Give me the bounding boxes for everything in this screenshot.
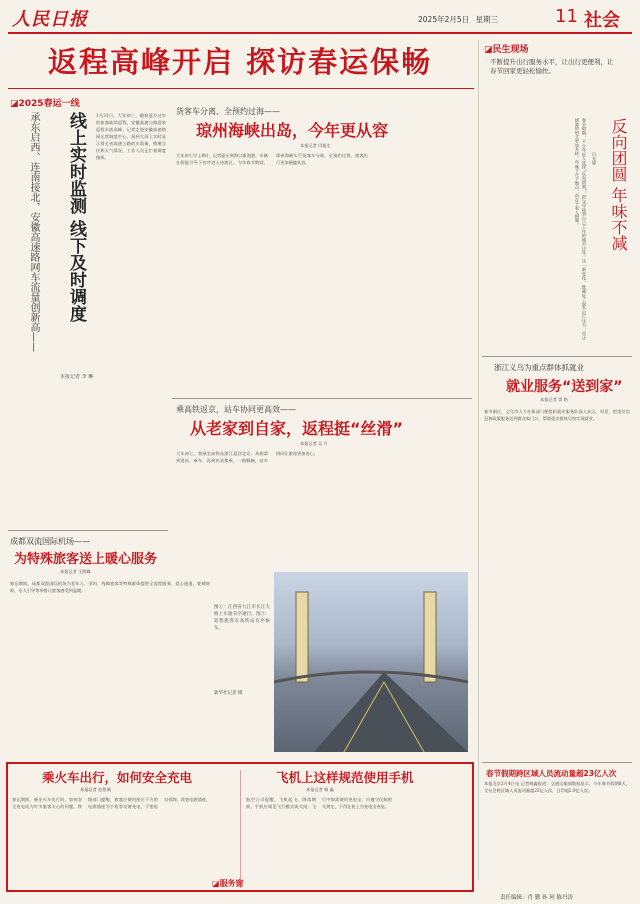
ferry-paragraph: 大年初七早上8时，记者驱车到海口新海港，车辆在智能引导下有序进入待渡区。今年春节期间，琼州海峡实行货客车分离、全预约过海，旅客出行更加便捷从容。 <box>176 153 368 165</box>
service-plane-byline: 本报记者 韩 鑫 <box>306 787 334 792</box>
service-divider <box>240 770 241 888</box>
airport-rule <box>8 530 168 531</box>
editors-credit: 责任编辑：肖 勤 孙 珂 陈丹涛 <box>500 895 573 901</box>
minsheng-intro: 不断提升出行服务水平，让出行更便利，让春节回家更轻松愉快。 <box>490 58 614 75</box>
sidebar-paragraph: 1月31日，大年初三，随着返乡过年的旅客陆续返程，安徽高速公路迎来返程车流高峰。记者走进安徽高速路网运营调度中心，看到大屏上实时显示着全省高速公路的车流量、拥堵点位和天气情况，工作人员正忙着调度指挥。 <box>96 113 166 160</box>
bridge-illustration <box>274 572 468 752</box>
banner-rule <box>8 88 474 89</box>
minsheng-column-title: 反向团圆 年味不减 <box>609 118 628 252</box>
tag-marker-icon: ◪ <box>212 879 220 888</box>
section-name: 社会 <box>584 10 620 31</box>
employment-byline: 本报记者 窦 皓 <box>540 397 568 402</box>
bridge-photo <box>274 572 468 752</box>
photo-credit: 新华社记者 摄 <box>214 691 243 696</box>
sidebar-tag <box>10 96 80 109</box>
airport-kicker: 成都双流国际机场—— <box>10 537 90 546</box>
airport-byline: 本报记者 王明峰 <box>60 569 91 574</box>
spring-labor-rule <box>482 762 632 763</box>
service-window-tag-text: 服务窗 <box>219 879 244 888</box>
airport-headline: 为特殊旅客送上暖心服务 <box>14 552 158 567</box>
minsheng-tag-text: 民生现场 <box>492 45 529 55</box>
minsheng-paragraph: 春节假期，不少年轻人选择“反向团圆”，把父母接到自己工作的城市过年。这一新变化，既减轻了返乡出行压力，也让团圆的形式更加多样。年味不在于地点，而在于家人相聚。 <box>575 118 587 340</box>
ferry-rule <box>172 398 472 399</box>
sidebar-tag-text: 2025春运一线 <box>18 99 80 109</box>
photo-caption: 图①：江西省九江市长江大桥上车流有序通行。图②：返程旅客在高铁站有序候车。 <box>214 605 270 631</box>
service-train-byline: 本报记者 赵景瑞 <box>80 787 111 792</box>
rail-kicker: 乘高铁返京，站车协同更高效—— <box>176 405 296 414</box>
service-plane-paragraph: 航空公司提醒，飞机起飞、降落期间，手机应调至飞行模式或关闭；飞行中如需使用充电宝，应遵守民航相关规定，不得在机上为充电宝充电。 <box>246 797 392 809</box>
airport-paragraph: 春运期间，成都双流国际机场为老年人、孕妇、残障旅客等特殊群体提供全流程服务，爱心通道、轮椅协助、专人引导等举措让旅客感受到温暖。 <box>10 581 210 593</box>
employment-kicker: 浙江义乌为重点群体抓就业 <box>494 363 584 372</box>
spring-labor-paragraph: 本报北京2月4日电 记者韩鑫报道：交通运输部数据显示，今年春节假期8天，全社会跨区域人员流动量超23亿人次，日均超2.9亿人次。 <box>484 781 630 793</box>
page-number: 11 <box>555 6 578 27</box>
spring-labor-headline: 春节假期跨区域人员流动量超23亿人次 <box>486 769 617 778</box>
weekday-text: 星期三 <box>475 15 499 24</box>
sidebar-subhead: 承东启西、连南接北，安徽高速路网车流量创新高—— <box>28 112 39 352</box>
rail-headline: 从老家到自家，返程挺“丝滑” <box>190 419 404 438</box>
masthead-rule <box>8 32 632 34</box>
right-column-divider <box>478 40 479 880</box>
service-window-tag <box>212 878 244 889</box>
sidebar-byline: 本报记者 李 琳 <box>60 374 94 380</box>
service-train-headline: 乘火车出行，如何安全充电 <box>42 770 193 785</box>
ferry-byline: 本报记者 闫旭生 <box>300 143 331 148</box>
employment-rule <box>482 356 632 357</box>
ferry-kicker: 货客车分离、全预约过海—— <box>176 107 280 116</box>
issue-date <box>418 14 498 25</box>
tag-marker-icon: ◪ <box>10 99 19 109</box>
rail-byline: 本报记者 吴 月 <box>300 441 328 446</box>
rail-paragraph: 大年初七，我乘坐高铁从浙江返回北京。从购票到进站、乘车，再到出站换乘，一路顺畅，站车协同让旅途更加省心。 <box>176 451 318 463</box>
minsheng-byline: 白光迪 <box>592 152 597 165</box>
employment-headline: 就业服务“送到家” <box>506 379 623 395</box>
service-plane-headline: 飞机上这样规范使用手机 <box>276 770 414 785</box>
newspaper-logo: 人民日报 <box>12 9 88 30</box>
date-text: 2025年2月5日 <box>418 15 470 24</box>
employment-paragraph: 春节刚过，义乌市人力社保部门便组织就业服务队深入社区、村居，把岗位信息和政策服务送到群众家门口，帮助重点群体尽快实现就业。 <box>484 409 630 421</box>
ferry-headline: 琼州海峡出岛，今年更从容 <box>196 121 389 140</box>
minsheng-tag <box>484 42 529 55</box>
sidebar-headline: 线上实时监测 线下及时调度 <box>66 112 86 322</box>
service-train-paragraph: 春运期间，乘坐火车出行时，如何安全充电成为许多旅客关心的问题。铁路部门提醒，旅客应使用座位下方的电源插座为手机等设备充电，不要私自拆卸、改装电源插座。 <box>12 797 211 809</box>
tag-marker-icon: ◪ <box>484 45 493 55</box>
banner-headline: 返程高峰开启 探访春运保畅 <box>48 45 433 79</box>
